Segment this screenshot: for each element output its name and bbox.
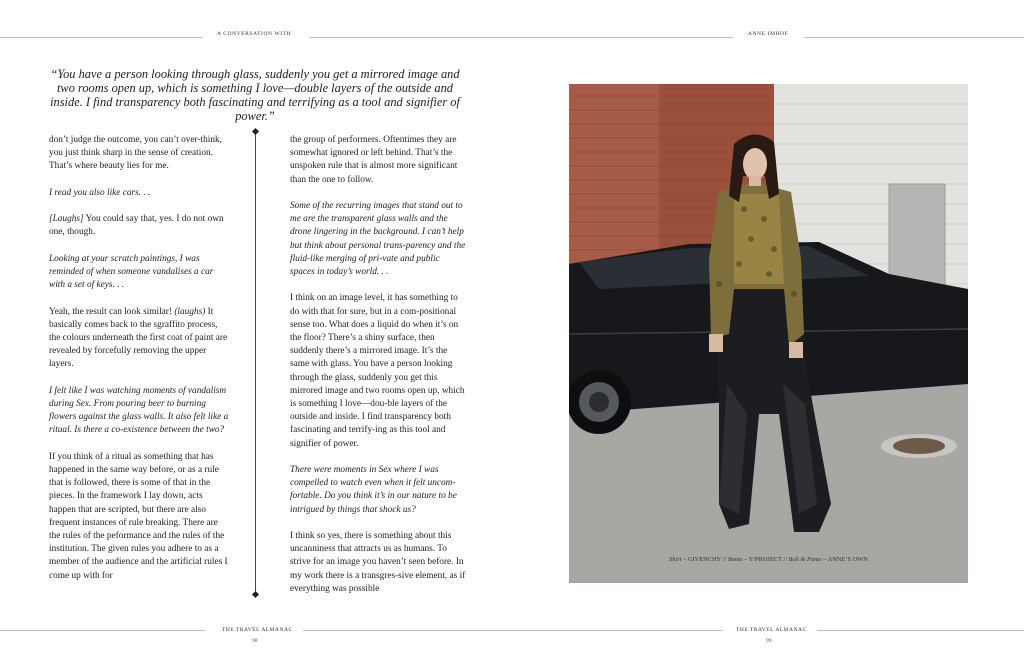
footer-title-left: THE TRAVEL ALMANAC (222, 627, 293, 633)
divider-diamond-bottom (252, 591, 259, 598)
editorial-photo (569, 84, 968, 583)
column-divider (255, 132, 256, 596)
footer-rule-right (817, 630, 1024, 631)
answer-paragraph: If you think of a ritual as something that has happened in the same way before, or as a rule that is followed, there is some of that in the pieces. In the framework I lay down, acts happen that are scripted, but there are also frequent instances of rule breaking. There are the rules of the peformance and the rules of the institution. The given rules you adhere to as a member of the audience and the artificial rules I come up with for (49, 451, 228, 581)
text-column-left (49, 134, 229, 596)
question-paragraph: Looking at your scratch paintings, I was reminded of when someone vandalises a car with a set of keys. . . (49, 253, 214, 291)
credit-brand-boots: – Y/PROJECT // (742, 556, 789, 563)
header-label-left: A CONVERSATION WITH (217, 31, 292, 37)
divider-diamond-top (252, 128, 259, 135)
page-number-left: 98 (252, 638, 258, 644)
header-label-right: ANNE IMHOF (748, 31, 789, 37)
credit-label-shirt: Shirt (669, 556, 682, 563)
answer-text: Yeah, the result can look similar! (49, 306, 175, 317)
credit-brand-belt: – ANNE’S OWN (821, 556, 868, 563)
answer-text: It basically comes back to the sgraffito process, the colours underneath the first coat of paint are revealed by forcefully removing the upper layers. (49, 306, 228, 370)
header-rule-left (0, 37, 203, 38)
answer-paragraph: don’t judge the outcome, you can’t over-think, you just think sharp in the sense of creation. That’s where beauty lies for me. (49, 135, 222, 172)
footer-rule-left (0, 630, 205, 631)
answer-paragraph (49, 306, 229, 372)
header-rule-right (804, 37, 1024, 38)
credit-label-belt: Belt & Pants (788, 556, 822, 563)
page-footer (0, 624, 1024, 654)
photo-illustration (569, 84, 968, 583)
text-column-right (290, 134, 466, 609)
answer-text: You could say that, yes. I do not own one, though. (49, 214, 224, 238)
question-paragraph: Some of the recurring images that stand out to me are the transparent glass walls and the drone lingering in the background. I can’t help but think about personal trans-parency and the fluid-like merging of pri-vate and public spaces in today’s world. . . (290, 201, 466, 278)
header-rule-middle (309, 37, 733, 38)
answer-paragraph: I think on an image level, it has something to do with that for sure, but in a com-positional sense too. What does a liquid do when it’s on the floor? There’s a shiny surface, then suddenly there’s a mirrored image. It’s the same with glass. You have a person looking through the glass, suddenly you get this mirrored image and two rooms open up, which is something I love—dou-ble layers of the outside and inside. I find transparency both fascinating and terrify-ing as this tool and signifier of power. (290, 293, 465, 449)
laughs-aside: (laughs) (174, 306, 206, 317)
page-number-right: 99 (766, 638, 772, 644)
footer-rule-middle (303, 630, 723, 631)
running-header (0, 30, 1024, 44)
question-paragraph: I felt like I was watching moments of vandalism during Sex. From pouring beer to burning flowers against the glass walls. It also felt like a ritual. Is there a co-existence between the two? (49, 385, 229, 436)
credit-label-boots: Boots (727, 556, 743, 563)
pull-quote: “You have a person looking through glass, suddenly you get a mirrored image and two rooms open up, which is something I love—double layers of the outside and inside. I find transparency both fascinating and terrifying as a tool and signifier of power.” (50, 67, 460, 123)
photo-credit (569, 556, 968, 563)
question-paragraph: I read you also like cars. . . (49, 187, 151, 198)
answer-paragraph: I think so yes, there is something about this uncanniness that attracts us as humans. To strive for an image you haven’t seen before. In my work there is a transgres-sive element, as if everything was possible (290, 531, 466, 594)
question-paragraph: There were moments in Sex where I was compelled to watch even when it felt uncom-fortable. Do you think it’s in our nature to be intrigued by things that shock us? (290, 465, 457, 515)
laughs-aside: [Laughs] (49, 214, 84, 225)
credit-brand-shirt: – GIVENCHY // (681, 556, 728, 563)
answer-paragraph: the group of performers. Oftentimes they are somewhat ignored or left behind. That’s the unspoken rule that is almost more significant than the one to follow. (290, 135, 458, 185)
answer-paragraph (49, 213, 229, 239)
footer-title-right: THE TRAVEL ALMANAC (736, 627, 807, 633)
